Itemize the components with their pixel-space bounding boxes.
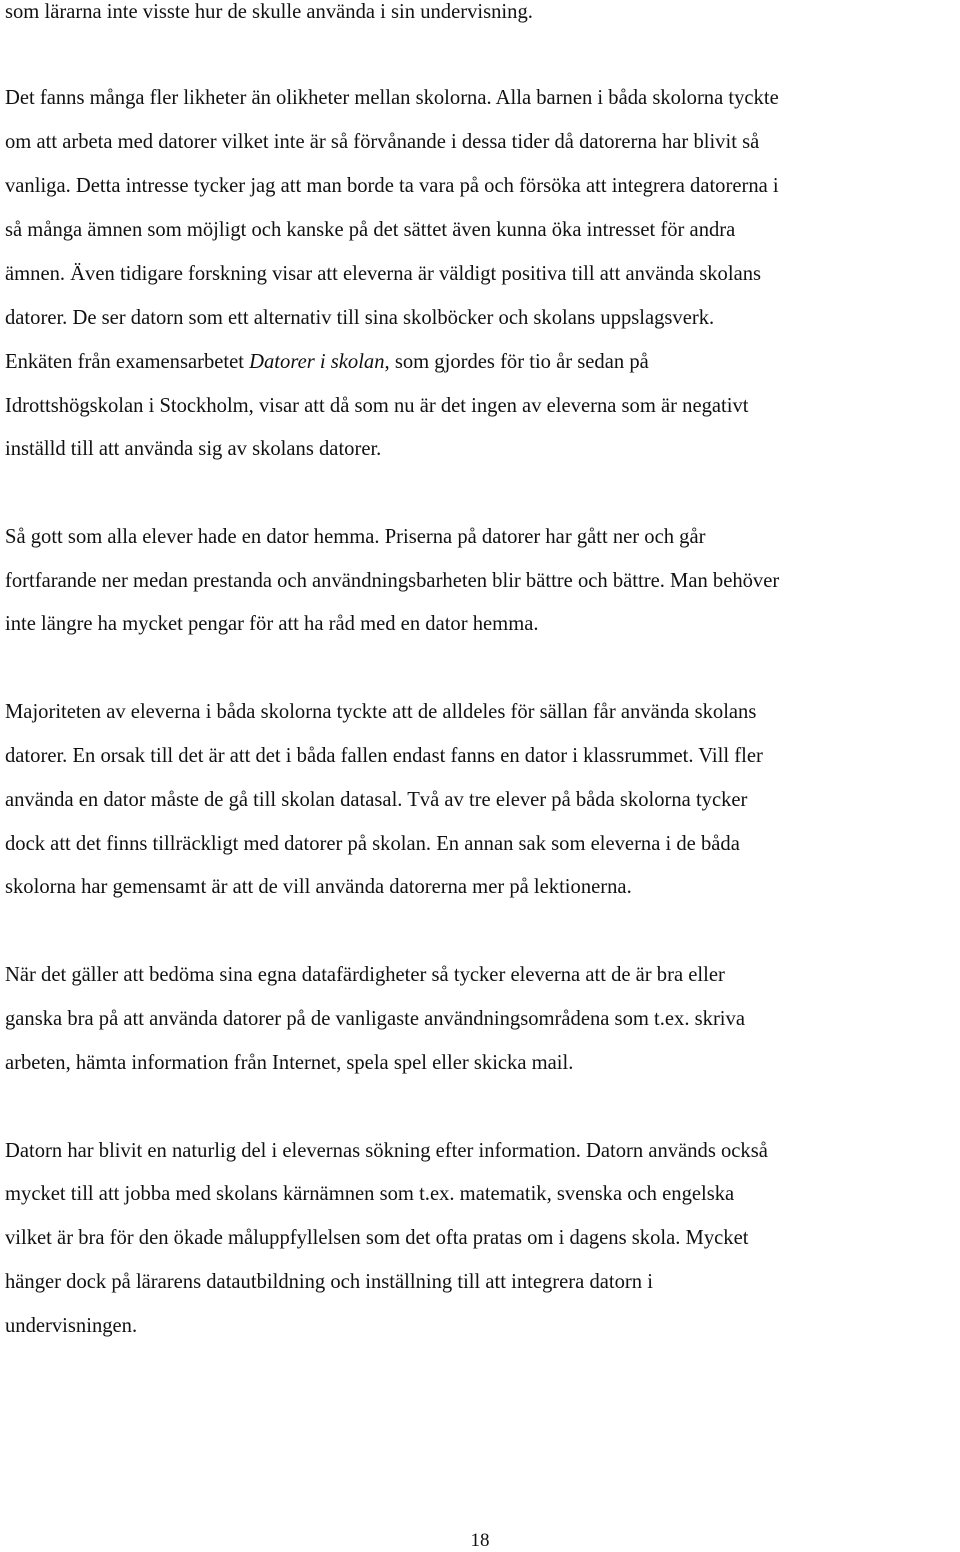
paragraph-6-line-1: Datorn har blivit en naturlig del i elevernas sökning efter information. Datorn används också [5, 1140, 768, 1162]
paragraph-4-line-2: datorer. En orsak till det är att det i båda fallen endast fanns en dator i klassrummet. Vill fler [5, 745, 763, 767]
paragraph-4-line-1: Majoriteten av eleverna i båda skolorna tyckte att de alldeles för sällan får använda skolans [5, 701, 757, 723]
paragraph-5-line-3: arbeten, hämta information från Internet, spela spel eller skicka mail. [5, 1052, 574, 1074]
line-7-before: Enkäten från examensarbetet [5, 351, 250, 373]
paragraph-2-line-2: om att arbeta med datorer vilket inte är så förvånande i dessa tider då datorerna har blivit så [5, 131, 760, 153]
paragraph-2-line-5: ämnen. Även tidigare forskning visar att eleverna är väldigt positiva till att använda skolans [5, 263, 762, 285]
line-7-after: , som gjordes för tio år sedan på [384, 351, 649, 373]
paragraph-6-line-5: undervisningen. [5, 1315, 138, 1337]
paragraph-5-line-1: När det gäller att bedöma sina egna datafärdigheter så tycker eleverna att de är bra eller [5, 964, 725, 986]
paragraph-1-line-1: som lärarna inte visste hur de skulle använda i sin undervisning. [5, 1, 533, 23]
paragraph-2-line-9: inställd till att använda sig av skolans datorer. [5, 438, 382, 460]
thesis-title-italic: Datorer i skolan [249, 351, 385, 373]
page-number: 18 [470, 1530, 490, 1551]
paragraph-2-line-8: Idrottshögskolan i Stockholm, visar att då som nu är det ingen av eleverna som är negativt [5, 395, 749, 417]
paragraph-3-line-1: Så gott som alla elever hade en dator hemma. Priserna på datorer har gått ner och går [5, 526, 706, 548]
paragraph-4-line-4: dock att det finns tillräckligt med datorer på skolan. En annan sak som eleverna i de båda [5, 833, 740, 855]
paragraph-2-line-7 [5, 350, 649, 374]
paragraph-6-line-3: vilket är bra för den ökade måluppfyllelsen som det ofta pratas om i dagens skola. Mycket [5, 1227, 749, 1249]
paragraph-3-line-2: fortfarande ner medan prestanda och användningsbarheten blir bättre och bättre. Man behöver [5, 570, 780, 592]
paragraph-2-line-4: så många ämnen som möjligt och kanske på det sättet även kunna öka intresset för andra [5, 219, 736, 241]
paragraph-3-line-3: inte längre ha mycket pengar för att ha råd med en dator hemma. [5, 613, 539, 635]
paragraph-6-line-2: mycket till att jobba med skolans kärnämnen som t.ex. matematik, svenska och engelska [5, 1183, 735, 1205]
paragraph-2-line-1: Det fanns många fler likheter än olikheter mellan skolorna. Alla barnen i båda skolorna tyckte [5, 87, 779, 109]
paragraph-4-line-5: skolorna har gemensamt är att de vill använda datorerna mer på lektionerna. [5, 876, 632, 898]
paragraph-2-line-3: vanliga. Detta intresse tycker jag att man borde ta vara på och försöka att integrera datorerna i [5, 175, 779, 197]
paragraph-5-line-2: ganska bra på att använda datorer på de vanligaste användningsområdena som t.ex. skriva [5, 1008, 745, 1030]
paragraph-6-line-4: hänger dock på lärarens datautbildning och inställning till att integrera datorn i [5, 1271, 653, 1293]
paragraph-4-line-3: använda en dator måste de gå till skolan datasal. Två av tre elever på båda skolorna tycker [5, 789, 748, 811]
paragraph-2-line-6: datorer. De ser datorn som ett alternativ till sina skolböcker och skolans uppslagsverk. [5, 307, 715, 329]
